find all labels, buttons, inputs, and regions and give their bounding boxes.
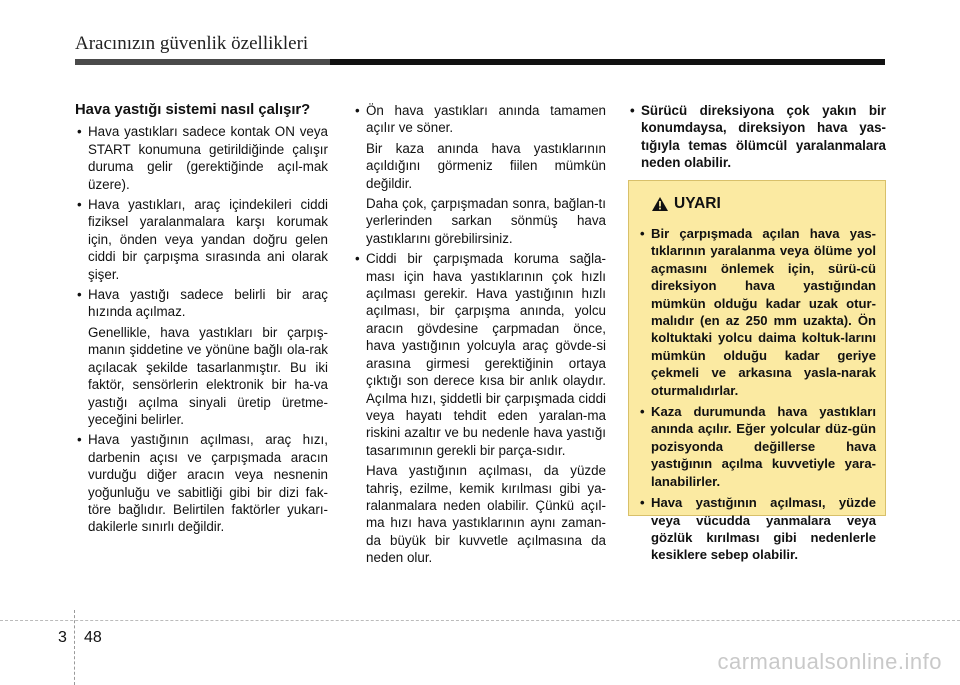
- list-item: • Hava yastığı sadece belirli bir araç hızında açılmaz.: [75, 286, 328, 321]
- header-rule: [75, 59, 885, 65]
- column-2: [353, 102, 606, 570]
- warning-title: UYARI: [674, 195, 721, 212]
- footer-guide-line: [0, 620, 960, 621]
- list-item: • Hava yastıkları, araç içindekileri ciddi fiziksel yaralanmalara karşı korumak için, önden veya yandan doğru gelen ciddi bir çarpışma sırasında ani olarak şişer.: [75, 196, 328, 283]
- warning-box: [628, 180, 886, 563]
- list-item: • Ciddi bir çarpışmada koruma sağla-ması için hava yastıklarının çok hızlı açılması gerekir. Hava yastığının hızlı açılması, bir çarpışma anında, yolcu aracın gövdesine çarpmadan önce, hava yastığının yolcuyla araç gövde-si arasına girmesi gerektiğinin ortaya çıktığı son derece kısa bir anlık olaydır. Açılma hızı, şiddetli bir çarpışmada ciddi veya hayatı tehdit eden yaralan-ma riskini azaltır ve bu nedenle hava yastığı tasarımının gerekli bir parça-sıdır.: [353, 250, 606, 459]
- page-header-title: Aracınızın güvenlik özellikleri: [75, 33, 309, 54]
- list-item: • Hava yastığının açılması, araç hızı, darbenin açısı ve çarpışmada aracın vurduğu diğer aracın veya nesnenin yoğunluğu ve sabitliği gibi bir dizi fak-töre bağlıdır. Belirtilen faktörler yukarı-dakilerle sınırlı değildir.: [75, 431, 328, 535]
- page-number: 48: [84, 629, 102, 646]
- footer-divider: [74, 610, 76, 685]
- section-heading: Hava yastığı sistemi nasıl çalışır?: [75, 102, 311, 118]
- warning-item: • Hava yastığının açılması, yüzde veya vücudda yanmalara veya gözlük kırılması gibi nedenlerle kesiklere sebep olabilir.: [638, 494, 876, 564]
- warning-item: • Kaza durumunda hava yastıkları anında açılır. Eğer yolcular düz-gün pozisyonda değillerse hava yastığının açılma kuvvetiyle yara-lanabilirler.: [638, 403, 876, 490]
- column-1: [75, 102, 328, 539]
- warning-header: [651, 195, 721, 213]
- warning-triangle-icon: [651, 196, 669, 212]
- column-3: [628, 102, 886, 175]
- paragraph: Bir kaza anında hava yastıklarının açıldığını görmeniz fiilen mümkün değildir.: [366, 140, 606, 191]
- list-item: • Sürücü direksiyona çok yakın bir konumdaysa, direksiyon hava yas-tığıyla temas ölümcül yaralanmalara neden olabilir.: [628, 102, 886, 172]
- chapter-number: 3: [58, 629, 67, 646]
- paragraph: Genellikle, hava yastıkları bir çarpış-manın şiddetine ve yönüne bağlı ola-rak açılacak şekilde tasarlanmıştır. Bu iki faktör, sensörlerin elektronik bir ha-va yastığı açılma sinyali üretip üretme-yeceğini belirler.: [88, 324, 328, 427]
- paragraph: Daha çok, çarpışmadan sonra, bağlan-tı yerlerinden sarkan sönmüş hava yastıklarını görebilirsiniz.: [366, 196, 606, 246]
- warning-item: • Bir çarpışmada açılan hava yas-tıklarının yaralanma veya ölüme yol açmasını önlemek için, sürü-cü direksiyon hava yastığından mümkün olduğu kadar uzak otur-malıdır (en az 250 mm uzakta). Ön koltuktaki yolcu daima koltuk-larını mümkün olduğu kadar geriye çekmeli ve arkasına yasla-narak oturmalıdırlar.: [638, 225, 876, 399]
- paragraph: Hava yastığının açılması, da yüzde tahriş, ezilme, kemik kırılması gibi ya-ralanmalara neden olabilir. Çünkü açıl-ma hızı hava yastıklarının aynı zaman-da büyük bir kuvvetle açılmasına da neden olur.: [366, 463, 606, 566]
- list-item: • Ön hava yastıkları anında tamamen açılır ve söner.: [353, 102, 606, 137]
- list-item: • Hava yastıkları sadece kontak ON veya START konumuna getirildiğinde çalışır duruma gelir (gerektiğinde açıl-mak üzere).: [75, 123, 328, 193]
- watermark: carmanualsonline.info: [717, 649, 942, 674]
